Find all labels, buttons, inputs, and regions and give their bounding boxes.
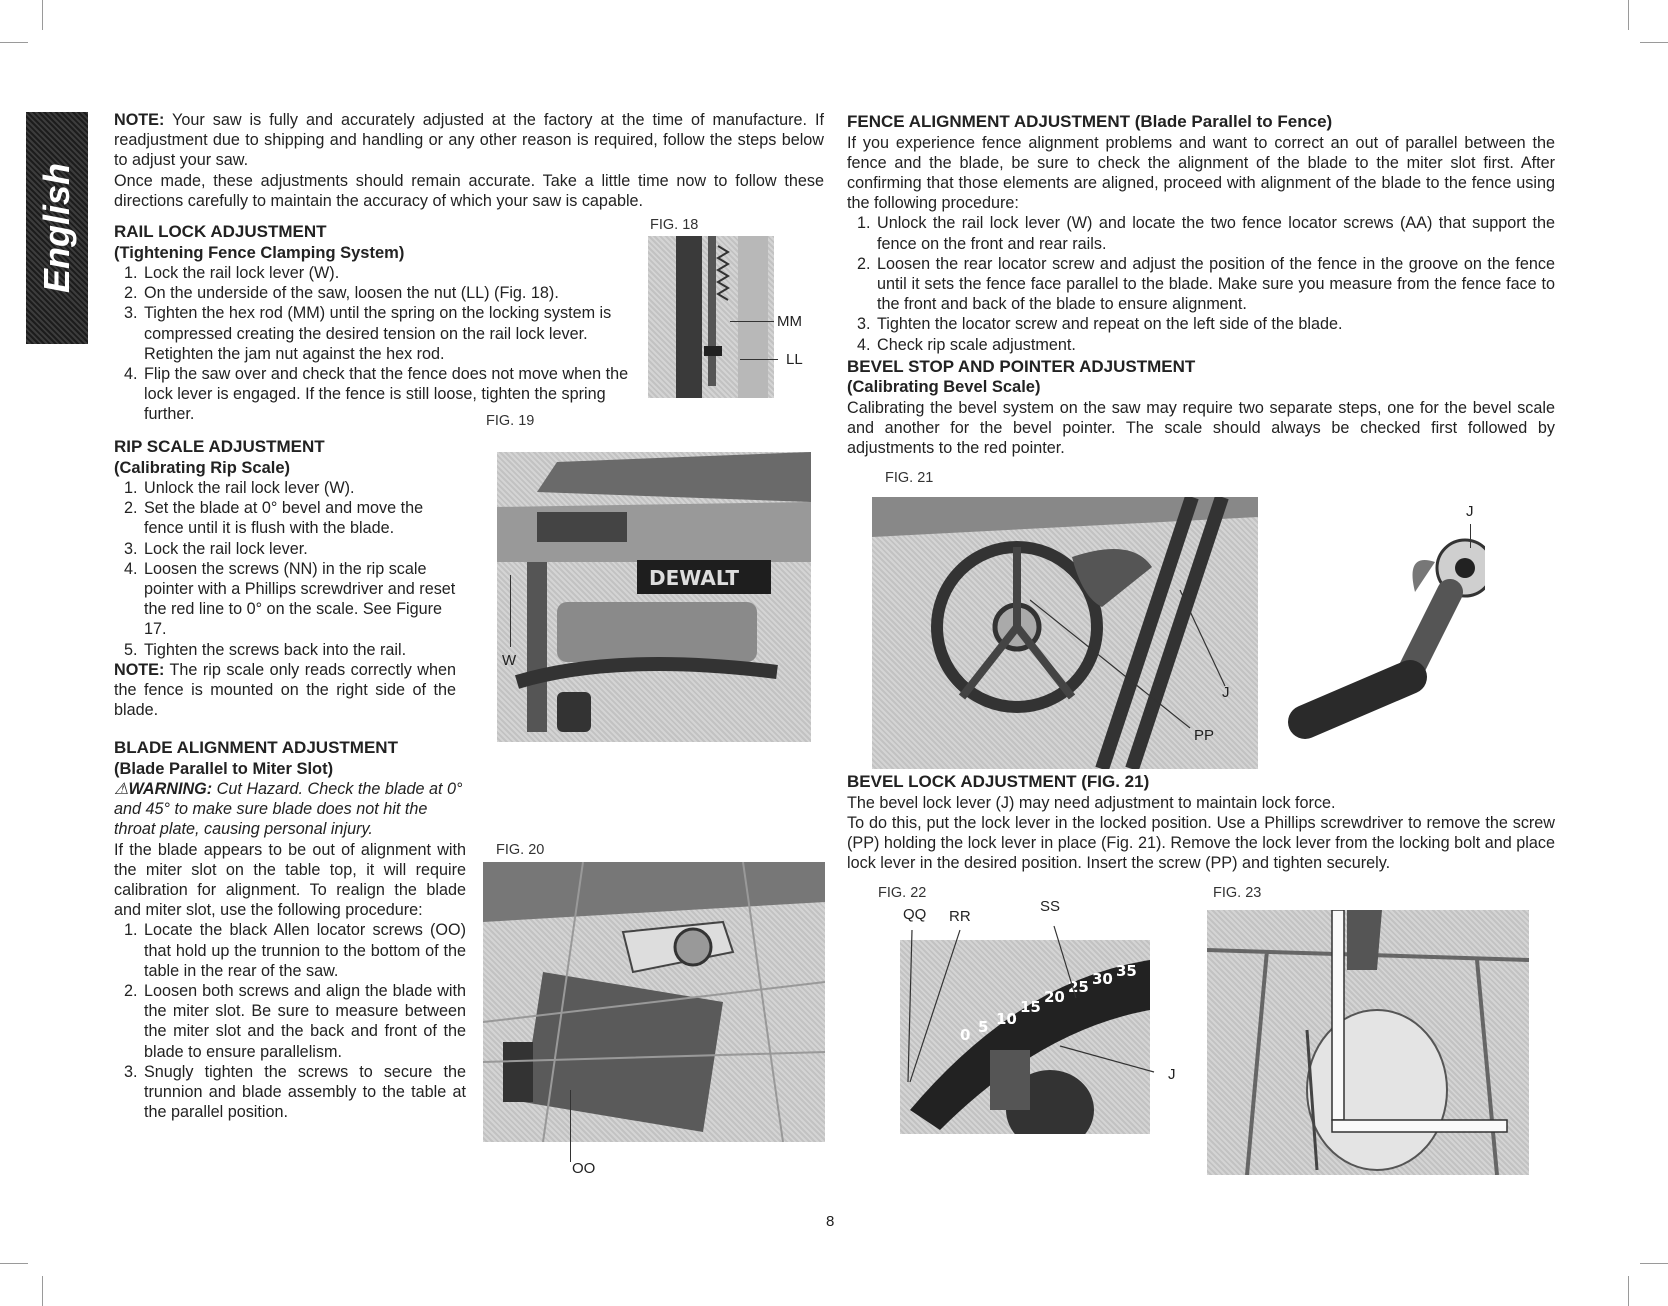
crop-mark [42,0,43,30]
blade-alignment-subtitle: (Blade Parallel to Miter Slot) [114,759,334,778]
rail-lock-title: RAIL LOCK ADJUSTMENT [114,222,327,241]
list-item: 5. Tighten the screws back into the rail. [124,640,407,659]
list-item: 3. Tighten the hex rod (MM) until the spring on the locking system is compressed creating the desired tension on the rail lock lever. Retighten the jam nut against the hex rod. [124,304,612,363]
svg-text:25: 25 [1068,978,1089,996]
callout-j-second: J [1222,684,1230,701]
fig18-image [648,236,774,398]
list-item: 4. Loosen the screws (NN) in the rip scale pointer with a Phillips screwdriver and reset the red line to 0° on the scale. See Figure 17. [124,559,456,639]
fig21-leader-j [1470,524,1471,548]
language-tab-label: English [36,162,77,294]
fig21-lever-image [1285,522,1485,754]
note-text: Your saw is fully and accurately adjusted at the factory at the time of manufacture. If readjustment due to shipping and handling or any other reason is required, follow the steps below to adjust your saw. [114,111,824,170]
callout-j-fig22: J [1168,1066,1176,1083]
list-item: 3. Snugly tighten the screws to secure the trunnion and blade assembly to the table at the parallel position. [124,1062,466,1122]
language-tab [26,112,88,344]
crop-mark [1628,0,1629,30]
list-item: 2. Loosen both screws and align the blade with the miter slot. Be sure to measure between the miter slot and the back and front of the blade to ensure parallelism. [124,982,466,1061]
fence-alignment-section [847,112,1555,458]
fig19-label: FIG. 19 [486,413,535,429]
warning-icon: ⚠ [114,780,129,798]
fig18-label: FIG. 18 [650,217,699,233]
fig21-leaders [1030,540,1230,740]
intro-once: Once made, these adjustments should remain accurate. Take a little time now to follow these directions carefully to maintain the accuracy of which your saw is capable. [114,171,824,210]
bevel-lock-title: BEVEL LOCK ADJUSTMENT (FIG. 21) [847,772,1150,791]
list-item: 1. Unlock the rail lock lever (W) and locate the two fence locator screws (AA) that support the fence on the front and rear rails. [857,214,1555,253]
fig19-leader-w [510,575,511,647]
rip-scale-note: NOTE: The rip scale only reads correctly when the fence is mounted on the right side of the blade. [114,660,456,720]
svg-text:10: 10 [996,1010,1017,1028]
svg-text:30: 30 [1092,970,1113,988]
list-item: 2. Loosen the rear locator screw and adjust the position of the fence in the groove on the fence until it sets the fence face parallel to the blade. Make sure you measure from the fence face to the front and back of the blade to ensure alignment. [857,254,1555,314]
intro-note [114,110,824,171]
list-item: 1. Unlock the rail lock lever (W). [124,479,355,497]
crop-mark [1640,42,1668,43]
callout-qq: QQ [903,906,927,923]
svg-text:20: 20 [1044,988,1065,1006]
list-item: 1. Lock the rail lock lever (W). [124,264,340,282]
fig23-image [1207,910,1529,1175]
fig18-leader-ll [740,359,778,360]
blade-alignment-intro: If the blade appears to be out of alignment with the miter slot on the table top, it will require calibration for alignment. To realign the blade and miter slot, use the following procedure: [114,840,466,920]
rail-lock-subtitle: (Tightening Fence Clamping System) [114,243,405,262]
rip-scale-title: RIP SCALE ADJUSTMENT [114,437,325,456]
bevel-lock-p2: To do this, put the lock lever in the locked position. Use a Phillips screwdriver to remove the screw (PP) holding the lock lever in place (Fig. 21). Remove the lock lever from the locking bolt and place lock lever in the desired position. Insert the screw (PP) and tighten securely. [847,813,1555,873]
note-label: NOTE: [114,660,165,679]
fence-alignment-title: FENCE ALIGNMENT ADJUSTMENT (Blade Parallel to Fence) [847,112,1333,131]
list-item: 3. Tighten the locator screw and repeat on the left side of the blade. [857,315,1343,334]
callout-pp: PP [1194,727,1215,744]
svg-text:0: 0 [960,1026,971,1044]
list-item: 4. Check rip scale adjustment. [857,335,1076,354]
svg-text:5: 5 [978,1018,989,1036]
callout-ll: LL [786,351,803,368]
rip-scale-section [114,437,456,720]
fig19-image [497,452,811,742]
fig20-label: FIG. 20 [496,842,545,858]
note-label: NOTE: [114,111,165,129]
warning-text: ⚠WARNING: Cut Hazard. Check the blade at 0° and 45° to make sure blade does not hit the throat plate, causing personal injury. [114,780,463,839]
list-item: 3. Lock the rail lock lever. [124,539,308,558]
rail-lock-section [114,222,638,425]
callout-j: J [1466,503,1474,520]
fig21-label: FIG. 21 [885,470,934,486]
fence-alignment-intro: If you experience fence alignment problems and want to correct an out of parallel between the fence and the blade, be sure to check the alignment of the blade to the miter slot first. After confirming that those elements are aligned, proceed with alignment of the blade to the fence using the following procedure: [847,133,1555,213]
rail-lock-steps [114,263,638,425]
fig23-label: FIG. 23 [1213,885,1262,901]
fig18-leader-mm [730,321,774,322]
callout-ss: SS [1040,898,1061,915]
list-item: 1. Locate the black Allen locator screws (OO) that hold up the trunnion to the bottom of the table in the rear of the saw. [124,921,466,980]
warning-label: WARNING: [128,780,213,798]
callout-oo: OO [572,1160,596,1177]
callout-w: W [502,652,517,669]
crop-mark [1628,1276,1629,1306]
bevel-stop-title: BEVEL STOP AND POINTER ADJUSTMENT [847,356,1196,376]
intro-block [114,110,824,211]
callout-rr: RR [949,908,971,925]
callout-mm: MM [777,313,802,330]
crop-mark [42,1276,43,1306]
svg-text:35: 35 [1116,962,1137,980]
bevel-lock-p1: The bevel lock lever (J) may need adjustment to maintain lock force. [847,793,1336,812]
page-number: 8 [826,1213,835,1230]
rip-scale-subtitle: (Calibrating Rip Scale) [114,458,291,477]
bevel-stop-subtitle: (Calibrating Bevel Scale) [847,378,1041,397]
dewalt-logo: DEWALT [649,566,739,590]
blade-alignment-title: BLADE ALIGNMENT ADJUSTMENT [114,738,398,757]
bevel-lock-section [847,772,1555,873]
svg-text:15: 15 [1020,998,1041,1016]
fig22-leaders [900,922,1160,1102]
crop-mark [0,42,28,43]
fig20-image [483,862,825,1142]
list-item: 2. On the underside of the saw, loosen the nut (LL) (Fig. 18). [124,284,559,303]
crop-mark [1640,1263,1668,1264]
bevel-stop-text: Calibrating the bevel system on the saw may require two separate steps, one for the bevel scale and another for the bevel pointer. The scale should always be checked first followed by adjustments to the red pointer. [847,398,1555,458]
fig20-leader-oo [570,1090,571,1162]
crop-mark [0,1263,28,1264]
list-item: 4. Flip the saw over and check that the fence does not move when the lock lever is engaged. If the fence is still loose, tighten the spring further. [124,365,629,424]
blade-alignment-section [114,738,466,1122]
fig22-label: FIG. 22 [878,885,927,901]
list-item: 2. Set the blade at 0° bevel and move the fence until it is flush with the blade. [124,499,424,538]
